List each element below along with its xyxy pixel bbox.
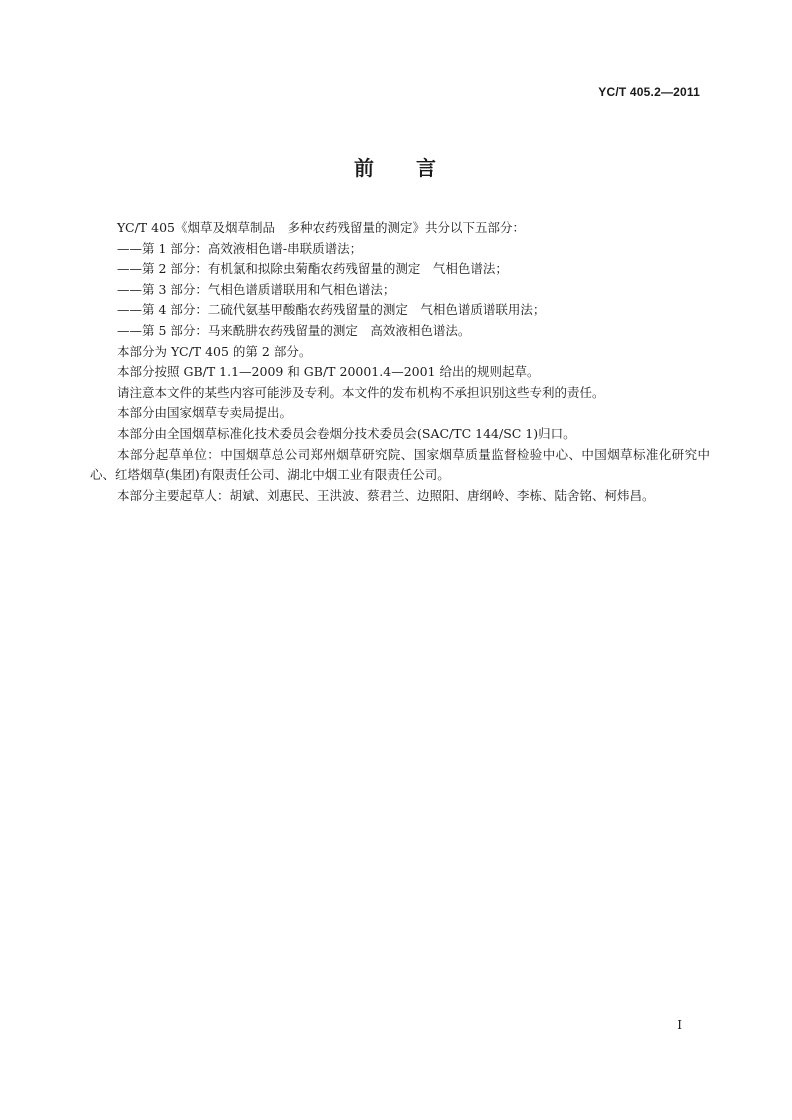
- page-title: [0, 152, 792, 181]
- paragraph-proposer: 本部分由国家烟草专卖局提出。: [117, 405, 293, 421]
- page-title-char-2: 言: [416, 156, 438, 180]
- list-item-part-3: ——第 3 部分：气相色谱质谱联用和气相色谱法；: [117, 281, 396, 297]
- list-item-part-1: ——第 1 部分：高效液相色谱-串联质谱法；: [117, 240, 363, 256]
- standard-code: YC/T 405.2—2011: [598, 85, 700, 99]
- paragraph-series-intro: YC/T 405《烟草及烟草制品 多种农药残留量的测定》共分以下五部分：: [117, 220, 525, 235]
- paragraph-drafting-rules: 本部分按照 GB/T 1.1—2009 和 GB/T 20001.4—2001 给出的规则起草。: [117, 364, 540, 380]
- page-title-char-1: 前: [354, 156, 376, 180]
- paragraph-part-statement: 本部分为 YC/T 405 的第 2 部分。: [117, 343, 312, 359]
- page-number: I: [677, 1018, 682, 1032]
- paragraph-committee: 本部分由全国烟草标准化技术委员会卷烟分技术委员会(SAC/TC 144/SC 1)归口。: [117, 425, 576, 441]
- foreword-body: [90, 218, 710, 506]
- list-item-part-2: ——第 2 部分：有机氯和拟除虫菊酯农药残留量的测定 气相色谱法；: [117, 261, 508, 277]
- paragraph-patent-notice: 请注意本文件的某些内容可能涉及专利。本文件的发布机构不承担识别这些专利的责任。: [117, 384, 605, 400]
- paragraph-drafting-units: 本部分起草单位：中国烟草总公司郑州烟草研究院、国家烟草质量监督检验中心、中国烟草标准化研究中心、红塔烟草(集团)有限责任公司、湖北中烟工业有限责任公司。: [90, 446, 710, 483]
- list-item-part-5: ——第 5 部分：马来酰肼农药残留量的测定 高效液相色谱法。: [117, 322, 471, 338]
- list-item-part-4: ——第 4 部分：二硫代氨基甲酸酯农药残留量的测定 气相色谱质谱联用法；: [117, 302, 546, 318]
- paragraph-drafters: 本部分主要起草人：胡斌、刘惠民、王洪波、蔡君兰、边照阳、唐纲岭、李栋、陆舍铭、柯炜昌。: [117, 487, 655, 503]
